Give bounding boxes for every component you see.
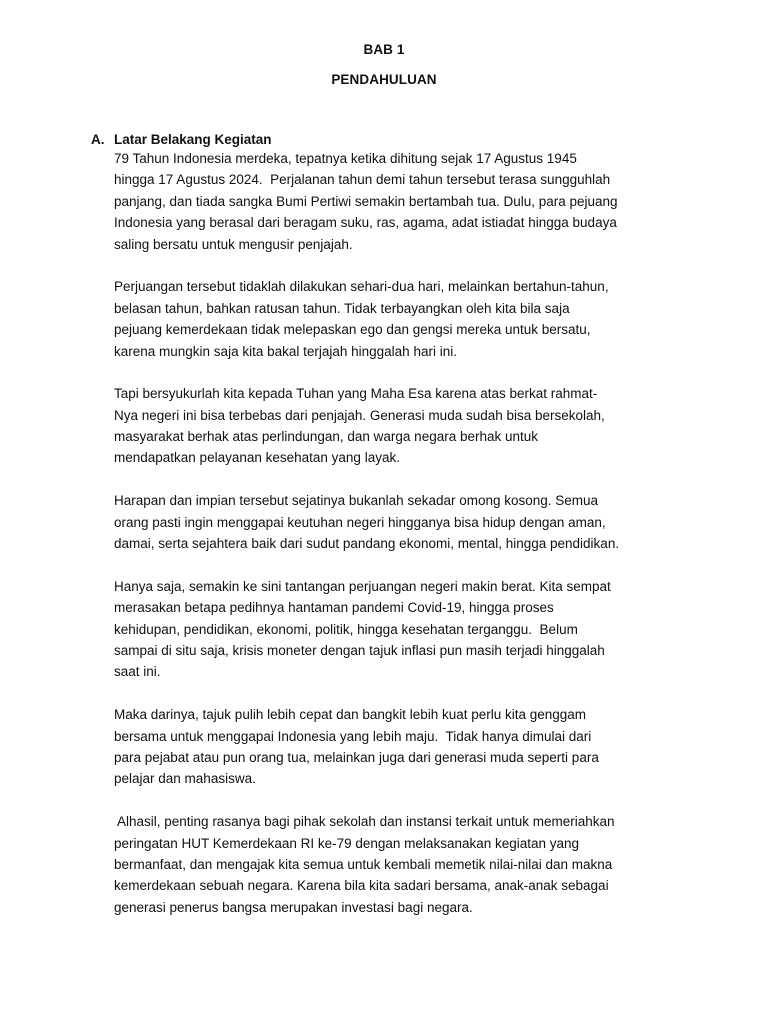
paragraph-line: saling bersatu untuk mengusir penjajah. xyxy=(114,236,353,252)
paragraph-line: Nya negeri ini bisa terbebas dari penjajah. Generasi muda sudah bisa bersekolah, xyxy=(114,407,605,423)
paragraph-line: damai, serta sejahtera baik dari sudut pandang ekonomi, mental, hingga pendidikan. xyxy=(114,536,620,552)
paragraph xyxy=(114,490,689,554)
paragraph-line: masyarakat berhak atas perlindungan, dan warga negara berhak untuk xyxy=(114,429,539,445)
paragraph-line: Harapan dan impian tersebut sejatinya bukanlah sekadar omong kosong. Semua xyxy=(114,493,599,509)
paragraph-line: kehidupan, pendidikan, ekonomi, politik, hingga kesehatan terganggu. Belum xyxy=(114,621,578,637)
paragraph-line: Tapi bersyukurlah kita kepada Tuhan yang Maha Esa karena atas berkat rahmat- xyxy=(114,386,598,402)
paragraph-line: mendapatkan pelayanan kesehatan yang layak. xyxy=(114,450,400,466)
paragraph xyxy=(114,811,689,918)
paragraph xyxy=(114,148,689,255)
paragraph-line: saat ini. xyxy=(114,664,161,680)
paragraph xyxy=(114,704,689,790)
paragraph-line: panjang, dan tiada sangka Bumi Pertiwi semakin bertambah tua. Dulu, para pejuang xyxy=(114,193,618,209)
paragraph-line: karena mungkin saja kita bakal terjajah hinggalah hari ini. xyxy=(114,343,457,359)
section-heading xyxy=(91,130,691,148)
paragraph xyxy=(114,576,689,683)
paragraph-line: bermanfaat, dan mengajak kita semua untuk kembali memetik nilai-nilai dan makna xyxy=(114,856,613,872)
paragraph-line: 79 Tahun Indonesia merdeka, tepatnya ketika dihitung sejak 17 Agustus 1945 xyxy=(114,151,577,166)
section-latar-belakang xyxy=(91,130,691,939)
paragraph-line: generasi penerus bangsa merupakan investasi bagi negara. xyxy=(114,899,473,915)
paragraph-line: Maka darinya, tajuk pulih lebih cepat dan bangkit lebih kuat perlu kita genggam xyxy=(114,707,587,723)
section-marker: A. xyxy=(91,132,105,147)
paragraph-line: Indonesia yang berasal dari beragam suku, ras, agama, adat istiadat hingga budaya xyxy=(114,215,617,231)
paragraph-line: pejuang kemerdekaan tidak melepaskan ego dan gengsi mereka untuk bersatu, xyxy=(114,322,591,338)
paragraph xyxy=(114,276,689,362)
paragraph-line: kemerdekaan sebuah negara. Karena bila kita sadari bersama, anak-anak sebagai xyxy=(114,878,609,894)
section-title: Latar Belakang Kegiatan xyxy=(114,132,272,147)
paragraph-line: belasan tahun, bahkan ratusan tahun. Tidak terbayangkan oleh kita bila saja xyxy=(114,300,570,316)
paragraph-line: peringatan HUT Kemerdekaan RI ke-79 dengan melaksanakan kegiatan yang xyxy=(114,835,580,851)
paragraph-line: bersama untuk menggapai Indonesia yang lebih maju. Tidak hanya dimulai dari xyxy=(114,728,592,744)
chapter-label: BAB 1 xyxy=(363,42,405,57)
paragraph-line: Perjuangan tersebut tidaklah dilakukan sehari-dua hari, melainkan bertahun-tahun, xyxy=(114,279,609,295)
paragraph-line: para pejabat atau pun orang tua, melainkan juga dari generasi muda seperti para xyxy=(114,749,599,765)
paragraph xyxy=(114,383,689,469)
paragraph-line: Hanya saja, semakin ke sini tantangan perjuangan negeri makin berat. Kita sempat xyxy=(114,578,611,594)
paragraph-line: Alhasil, penting rasanya bagi pihak sekolah dan instansi terkait untuk memeriahkan xyxy=(114,814,615,830)
section-body xyxy=(114,148,689,918)
paragraph-line: orang pasti ingin menggapai keutuhan negeri hingganya bisa hidup dengan aman, xyxy=(114,514,606,530)
paragraph-line: hingga 17 Agustus 2024. Perjalanan tahun demi tahun tersebut terasa sungguhlah xyxy=(114,172,611,188)
paragraph-line: merasakan betapa pedihnya hantaman pandemi Covid-19, hingga proses xyxy=(114,600,554,616)
paragraph-line: pelajar dan mahasiswa. xyxy=(114,771,256,787)
paragraph-line: sampai di situ saja, krisis moneter dengan tajuk inflasi pun masih terjadi hinggalah xyxy=(114,642,605,658)
chapter-title: PENDAHULUAN xyxy=(331,72,437,87)
